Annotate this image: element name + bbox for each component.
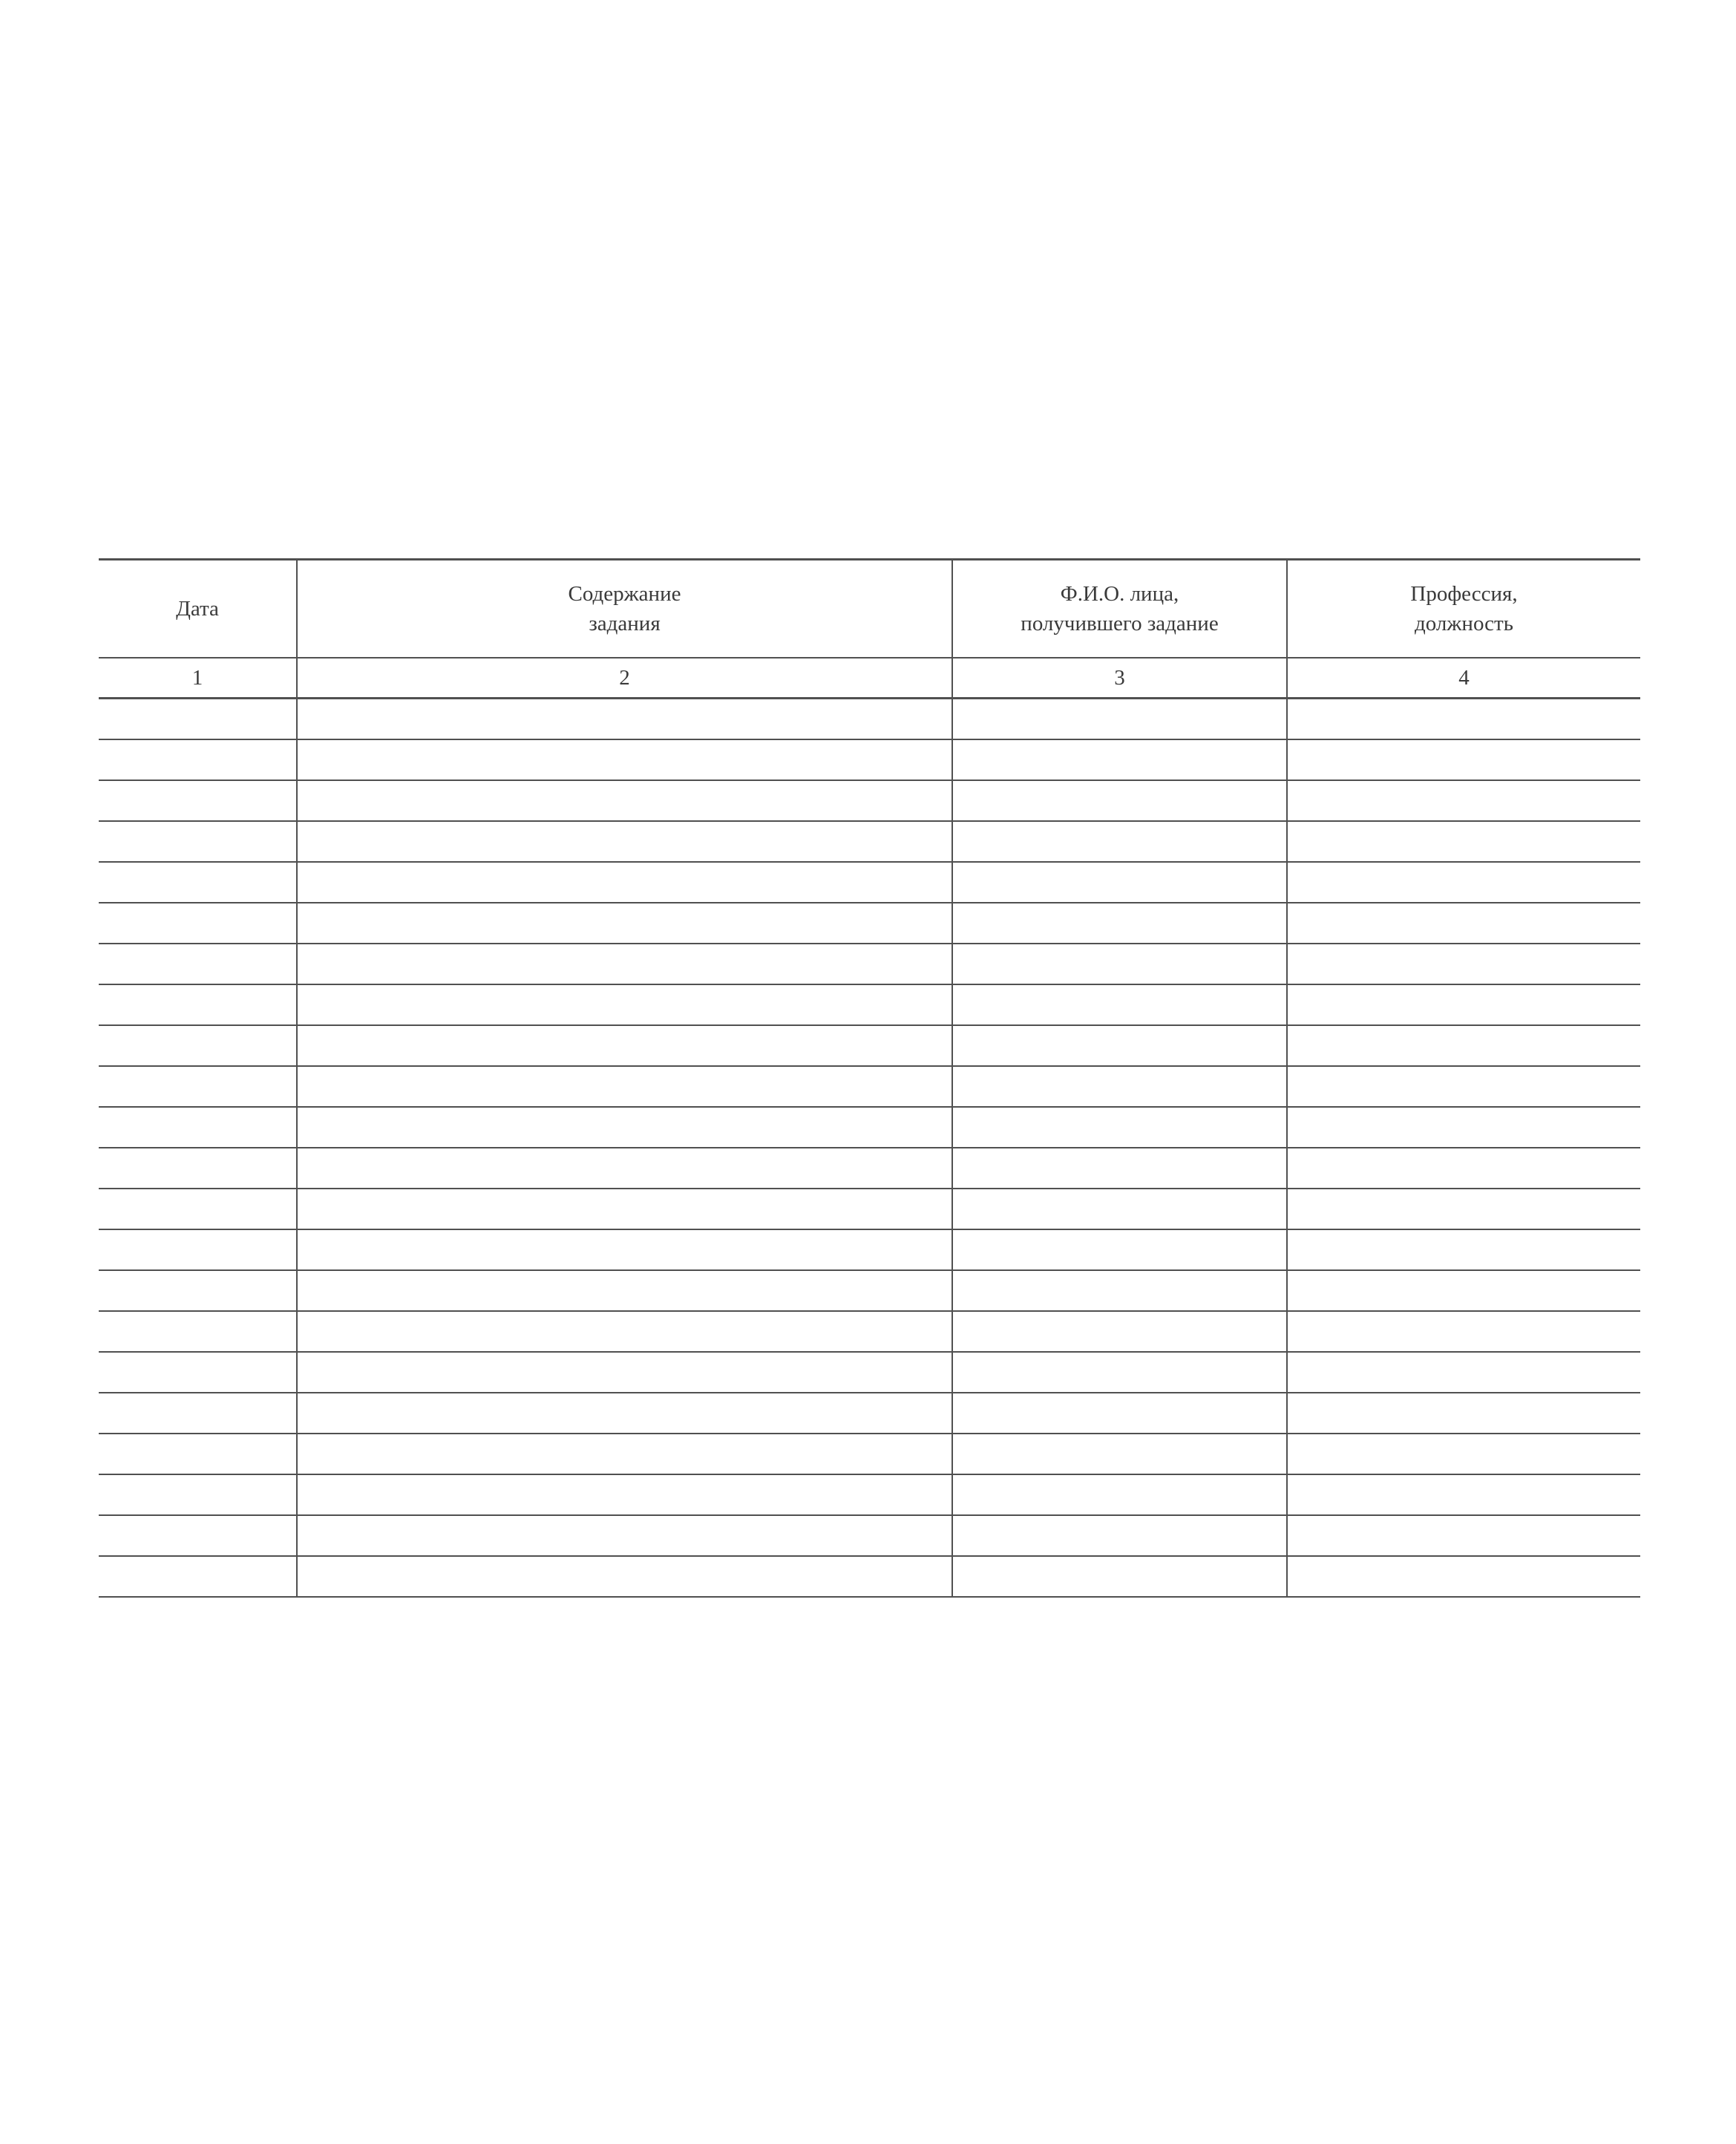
table-cell <box>952 821 1287 862</box>
header-recipient-name-line-1: Ф.И.О. лица, <box>1060 582 1179 606</box>
table-cell <box>297 862 952 903</box>
table-cell <box>297 1066 952 1107</box>
table-cell <box>1287 1352 1640 1393</box>
table-row <box>99 1393 1640 1434</box>
header-task-content-line-2: задания <box>589 612 661 635</box>
table-cell <box>297 821 952 862</box>
table-cell <box>952 1393 1287 1434</box>
table-cell <box>99 1025 297 1066</box>
header-recipient-name-line-2: получившего задание <box>1021 612 1219 635</box>
table-cell <box>952 1434 1287 1474</box>
table-cell <box>297 1556 952 1597</box>
table-row <box>99 862 1640 903</box>
header-row <box>99 560 1640 658</box>
table-cell <box>297 1107 952 1148</box>
header-profession-line-1: Профессия, <box>1410 582 1518 606</box>
table-row <box>99 1270 1640 1311</box>
table-cell <box>297 1474 952 1515</box>
table-cell <box>952 1270 1287 1311</box>
header-profession <box>1287 560 1640 658</box>
table-cell <box>1287 1311 1640 1352</box>
table-cell <box>99 1434 297 1474</box>
table-cell <box>952 1148 1287 1189</box>
table-cell <box>1287 1474 1640 1515</box>
table-row <box>99 1311 1640 1352</box>
table-cell <box>99 780 297 821</box>
table-row <box>99 1434 1640 1474</box>
table-cell <box>1287 1434 1640 1474</box>
table-cell <box>952 1474 1287 1515</box>
table-cell <box>99 1352 297 1393</box>
header-date <box>99 560 297 658</box>
header-task-content <box>297 560 952 658</box>
table-cell <box>297 1515 952 1556</box>
table-cell <box>1287 1229 1640 1270</box>
table-cell <box>297 739 952 780</box>
table-cell <box>297 944 952 984</box>
table-cell <box>99 1189 297 1229</box>
table-cell <box>952 1025 1287 1066</box>
table-row <box>99 1515 1640 1556</box>
header-recipient-name <box>952 560 1287 658</box>
column-number-2: 2 <box>297 658 952 699</box>
table-cell <box>1287 903 1640 944</box>
table-cell <box>99 1107 297 1148</box>
column-number-4: 4 <box>1287 658 1640 699</box>
table-cell <box>99 1311 297 1352</box>
table-row <box>99 1556 1640 1597</box>
table-cell <box>99 821 297 862</box>
header-task-content-line-1: Содержание <box>568 582 681 606</box>
table-body <box>99 699 1640 1598</box>
table-cell <box>952 1311 1287 1352</box>
table-cell <box>297 1270 952 1311</box>
table-cell <box>99 903 297 944</box>
table-cell <box>99 1229 297 1270</box>
table-cell <box>952 699 1287 740</box>
table-cell <box>1287 1515 1640 1556</box>
table-cell <box>297 1189 952 1229</box>
table-row <box>99 944 1640 984</box>
table-cell <box>99 1515 297 1556</box>
table-cell <box>1287 780 1640 821</box>
table-cell <box>1287 1270 1640 1311</box>
table-row <box>99 1107 1640 1148</box>
table-cell <box>297 1148 952 1189</box>
table-cell <box>1287 1025 1640 1066</box>
table-cell <box>1287 862 1640 903</box>
table-row <box>99 1352 1640 1393</box>
table-row <box>99 739 1640 780</box>
table-row <box>99 780 1640 821</box>
column-number-1: 1 <box>99 658 297 699</box>
table-cell <box>1287 1148 1640 1189</box>
table-cell <box>297 1025 952 1066</box>
table-cell <box>952 1066 1287 1107</box>
table-cell <box>297 984 952 1025</box>
column-number-row <box>99 658 1640 699</box>
table-cell <box>99 1148 297 1189</box>
table-cell <box>952 984 1287 1025</box>
table-cell <box>1287 699 1640 740</box>
table-cell <box>1287 1066 1640 1107</box>
table-cell <box>952 903 1287 944</box>
table-cell <box>297 1352 952 1393</box>
table-cell <box>99 1556 297 1597</box>
table-cell <box>1287 1189 1640 1229</box>
table-cell <box>297 1229 952 1270</box>
table-cell <box>952 944 1287 984</box>
table-row <box>99 699 1640 740</box>
table-cell <box>99 862 297 903</box>
table-cell <box>952 739 1287 780</box>
task-journal-table <box>99 558 1640 1598</box>
table-cell <box>99 699 297 740</box>
table-row <box>99 984 1640 1025</box>
table-cell <box>1287 739 1640 780</box>
table-row <box>99 1148 1640 1189</box>
table-cell <box>99 739 297 780</box>
table-cell <box>297 1393 952 1434</box>
table-cell <box>952 780 1287 821</box>
table-row <box>99 903 1640 944</box>
table-cell <box>297 903 952 944</box>
table-cell <box>99 1474 297 1515</box>
table-row <box>99 1229 1640 1270</box>
table-cell <box>1287 1556 1640 1597</box>
table-row <box>99 1025 1640 1066</box>
table-cell <box>99 1066 297 1107</box>
table-cell <box>297 699 952 740</box>
table-cell <box>99 1270 297 1311</box>
table-cell <box>297 1434 952 1474</box>
table-cell <box>952 862 1287 903</box>
table-row <box>99 1474 1640 1515</box>
table-row <box>99 1189 1640 1229</box>
table-cell <box>297 780 952 821</box>
table-cell <box>99 1393 297 1434</box>
table-cell <box>1287 821 1640 862</box>
table-cell <box>952 1189 1287 1229</box>
table-cell <box>952 1352 1287 1393</box>
table-cell <box>952 1556 1287 1597</box>
table-cell <box>99 984 297 1025</box>
table-row <box>99 1066 1640 1107</box>
header-profession-line-2: должность <box>1415 612 1513 635</box>
table-cell <box>297 1311 952 1352</box>
table-cell <box>1287 944 1640 984</box>
table-cell <box>1287 1107 1640 1148</box>
column-number-3: 3 <box>952 658 1287 699</box>
header-date-line-1: Дата <box>176 597 219 621</box>
table-cell <box>952 1515 1287 1556</box>
table-row <box>99 821 1640 862</box>
table-cell <box>952 1229 1287 1270</box>
table-cell <box>1287 984 1640 1025</box>
table-cell <box>99 944 297 984</box>
table-cell <box>952 1107 1287 1148</box>
table-cell <box>1287 1393 1640 1434</box>
